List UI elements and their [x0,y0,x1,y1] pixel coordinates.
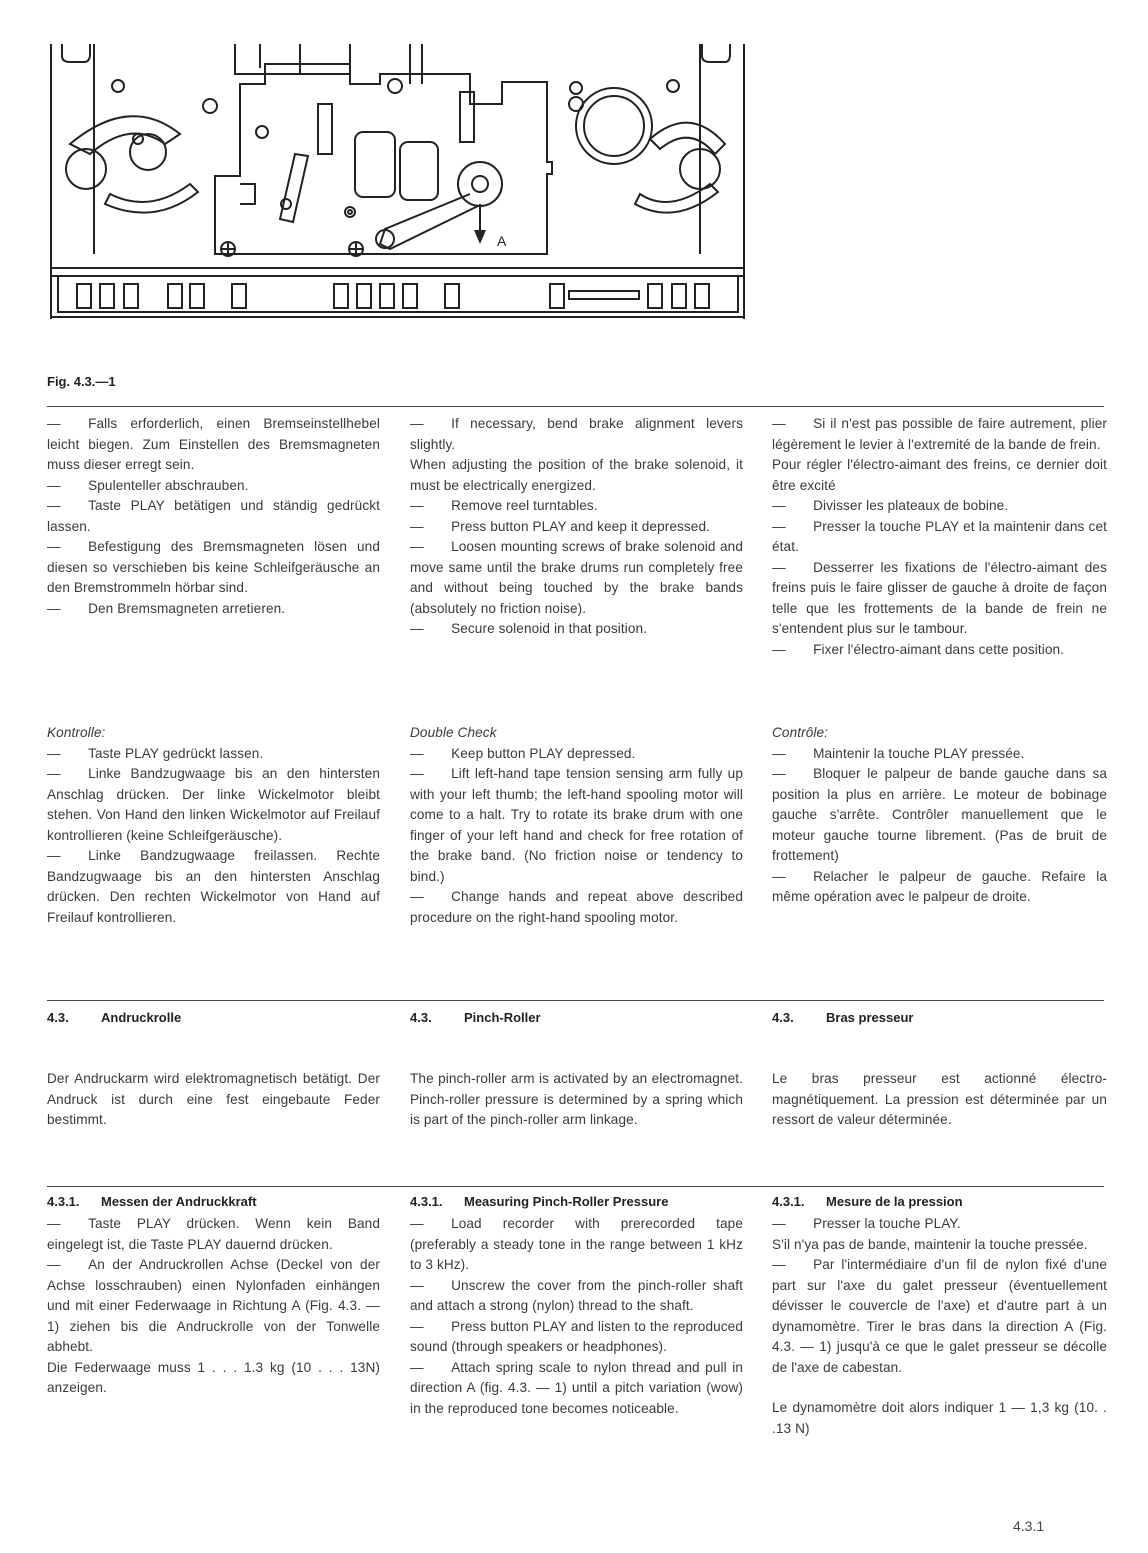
pinch-de: Der Andruckarm wird elektromagnetisch betätigt. Der Andruck ist durch eine fest eingebaute Feder bestimmt. [47,1071,380,1127]
figure-caption: Fig. 4.3.—1 [47,374,116,389]
check-fr-title: Contrôle: [772,725,829,740]
heading-4-3-1-en: 4.3.1. Measuring Pinch-Roller Pressure [410,1194,669,1209]
check-de-title: Kontrolle: [47,725,106,740]
heading-4-3-fr: 4.3. Bras presseur [772,1010,914,1025]
divider [47,1000,1104,1001]
brake-de: — Falls erforderlich, einen Bremseinstellhebel leicht biegen. Zum Einstellen des Bremsmagneten muss dieser erregt sein. — Spulenteller abschrauben. — Taste PLAY betätigen und ständig gedrückt lassen. — Befestigung des Bremsmagneten lösen und diesen so verschieben bis keine Schleifgeräusche an den Bremstrommeln hörbar sind. — Den Bremsmagneten arretieren. [47,416,380,616]
page-number: 4.3.1 [1013,1518,1045,1534]
pinch-en: The pinch-roller arm is activated by an electromagnet. Pinch-roller pressure is determined by a spring which is part of the pinch-roller arm linkage. [410,1071,743,1127]
heading-4-3-de: 4.3. Andruckrolle [47,1010,182,1025]
heading-4-3-1-de: 4.3.1. Messen der Andruckkraft [47,1194,257,1209]
divider [47,1186,1104,1187]
check-en: Double Check — Keep button PLAY depressed. — Lift left-hand tape tension sensing arm fully up with your left thumb; the left-hand spooling motor will come to a halt. Try to rotate its brake drum with one finger of your left hand and check for free rotation of the brake band. (No friction noise or tendency to bind.) — Change hands and repeat above described procedure on the right-hand spooling motor. [410,725,743,925]
measure-fr: — Presser la touche PLAY. S'il n'ya pas de bande, maintenir la touche pressée. — Par l'intermédiaire d'un fil de nylon fixé d'une part sur l'axe du galet presseur (éventuellement dévisser le couvercle de l'axe) et d'autre part à un dynamomètre. Tirer le bras dans la direction A (Fig. 4.3. — 1) jusqu'à ce que le galet presseur se décolle de l'axe de cabestan. Le dynamomètre doit alors indiquer 1 — 1,3 kg (10. . .13 N) [772,1216,1107,1436]
check-fr: Contrôle: — Maintenir la touche PLAY pressée. — Bloquer le palpeur de bande gauche dans sa position la plus en arrière. Le moteur de bobinage gauche s'arrête. Contrôler manuellement que le moteur gauche tourne librement. (Pas de bruit de frottement) — Relacher le palpeur de gauche. Refaire la même opération avec le palpeur de droite. [772,725,1107,904]
heading-4-3-en: 4.3. Pinch-Roller [410,1010,541,1025]
measure-de: — Taste PLAY drücken. Wenn kein Band eingelegt ist, die Taste PLAY dauernd drücken. — An der Andruckrollen Achse (Deckel von der Achse losschrauben) einen Nylonfaden einhängen und mit einer Federwaage in Richtung A (Fig. 4.3. — 1) ziehen bis die Andruckrolle von der Tonwelle abhebt. Die Federwaage muss 1 . . . 1.3 kg (10 . . . 13N) anzeigen. [47,1216,380,1395]
check-de: Kontrolle: — Taste PLAY gedrückt lassen. — Linke Bandzugwaage bis an den hintersten Anschlag drücken. Der linke Wickelmotor bleibt stehen. Von Hand den linken Wickelmotor auf Freilauf kontrollieren (keine Schleifgeräusche). — Linke Bandzugwaage freilassen. Rechte Bandzugwaage bis an den hintersten Anschlag drücken. Den rechten Wickelmotor von Hand auf Freilauf kontrollieren. [47,725,380,925]
figure-arrow-label: A [497,233,507,249]
check-en-title: Double Check [410,725,497,740]
measure-en: — Load recorder with prerecorded tape (preferably a steady tone in the range between 1 kHz to 3 kHz). — Unscrew the cover from the pinch-roller shaft and attach a strong (nylon) thread to the shaft. — Press button PLAY and listen to the reproduced sound (through speakers or headphones). — Attach spring scale to nylon thread and pull in direction A (fig. 4.3. — 1) until a pitch variation (wow) in the reproduced tone becomes noticeable. [410,1216,743,1416]
brake-en: — If necessary, bend brake alignment levers slightly. When adjusting the position of the brake solenoid, it must be electrically energized. — Remove reel turntables. — Press button PLAY and keep it depressed. — Loosen mounting screws of brake solenoid and move same until the brake drums run completely free and without being touched by the brake bands (absolutely no friction noise). — Secure solenoid in that position. [410,416,743,636]
brake-fr: — Si il n'est pas possible de faire autrement, plier légèrement le levier à l'extremité de la bande de frein. Pour régler l'électro-aimant des freins, ce dernier doit être excité — Divisser les plateaux de bobine. — Presser la touche PLAY et la maintenir dans cet état. — Desserrer les fixations de l'électro-aimant des freins puis le faire glisser de gauche à droite de façon telle que les frottements de la bande de frein ne s'entendent plus sur le tambour. — Fixer l'électro-aimant dans cette position. [772,416,1107,657]
divider [47,406,1104,407]
pinch-fr: Le bras presseur est actionné électro-magnétiquement. La pression est déterminée par un ressort de valeur déterminée. [772,1071,1107,1127]
figure-tape-deck-diagram [50,44,745,319]
heading-4-3-1-fr: 4.3.1. Mesure de la pression [772,1194,963,1209]
